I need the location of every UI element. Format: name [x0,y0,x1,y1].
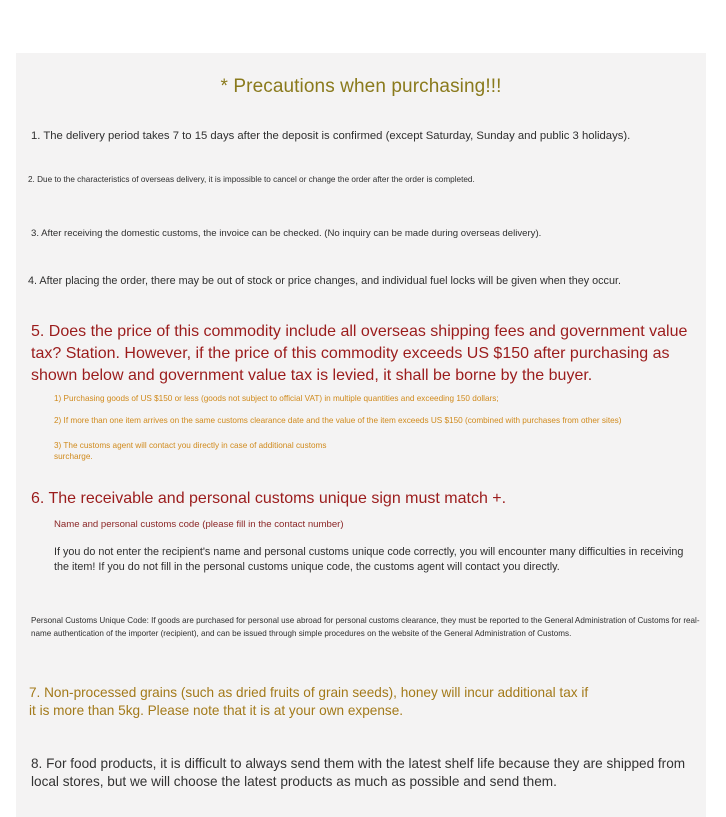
precaution-item-7: 7. Non-processed grains (such as dried fruits of grain seeds), honey will incur additional tax if it is more than 5kg. Please note that it is at your own expense. [29,685,589,718]
customs-code-explanation: Personal Customs Unique Code: If goods are purchased for personal use abroad for personal customs clearance, they must be reported to the General Administration of Customs for real-name authentication of the importer (recipient), and can be issued through simple procedures on the website of the General Administration of Customs. [31,616,700,638]
item-5-subnote-1: 1) Purchasing goods of US $150 or less (goods not subject to official VAT) in multiple quantities and exceeding 150 dollars; [54,394,499,403]
item-6-body: If you do not enter the recipient's name and personal customs unique code correctly, you will encounter many difficulties in receiving the item! If you do not fill in the personal customs unique code, the customs agent will contact you directly. [54,546,684,573]
precaution-item-5: 5. Does the price of this commodity include all overseas shipping fees and government value tax? Station. However, if the price of this commodity exceeds US $150 after purchasing as shown below and government value tax is levied, it shall be borne by the buyer. [31,323,688,384]
item-6-note: Name and personal customs code (please fill in the contact number) [54,519,344,530]
precaution-item-6: 6. The receivable and personal customs unique sign must match +. [31,490,507,507]
precaution-item-1: 1. The delivery period takes 7 to 15 days after the deposit is confirmed (except Saturday, Sunday and public 3 holidays). [31,130,631,142]
precaution-item-2: 2. Due to the characteristics of overseas delivery, it is impossible to cancel or change the order after the order is completed. [28,175,475,184]
precaution-item-3: 3. After receiving the domestic customs, the invoice can be checked. (No inquiry can be made during overseas delivery). [31,228,542,239]
item-5-subnote-3: 3) The customs agent will contact you directly in case of additional customs surcharge. [54,441,327,461]
precaution-item-8: 8. For food products, it is difficult to always send them with the latest shelf life because they are shipped from local stores, but we will choose the latest products as much as possible and send them. [31,756,686,789]
precautions-panel [16,53,706,817]
precaution-item-4: 4. After placing the order, there may be out of stock or price changes, and individual fuel locks will be given when they occur. [28,275,621,287]
page-title: * Precautions when purchasing!!! [220,76,502,97]
item-5-subnote-2: 2) If more than one item arrives on the same customs clearance date and the value of the item exceeds US $150 (combined with purchases from other sites) [54,416,622,425]
